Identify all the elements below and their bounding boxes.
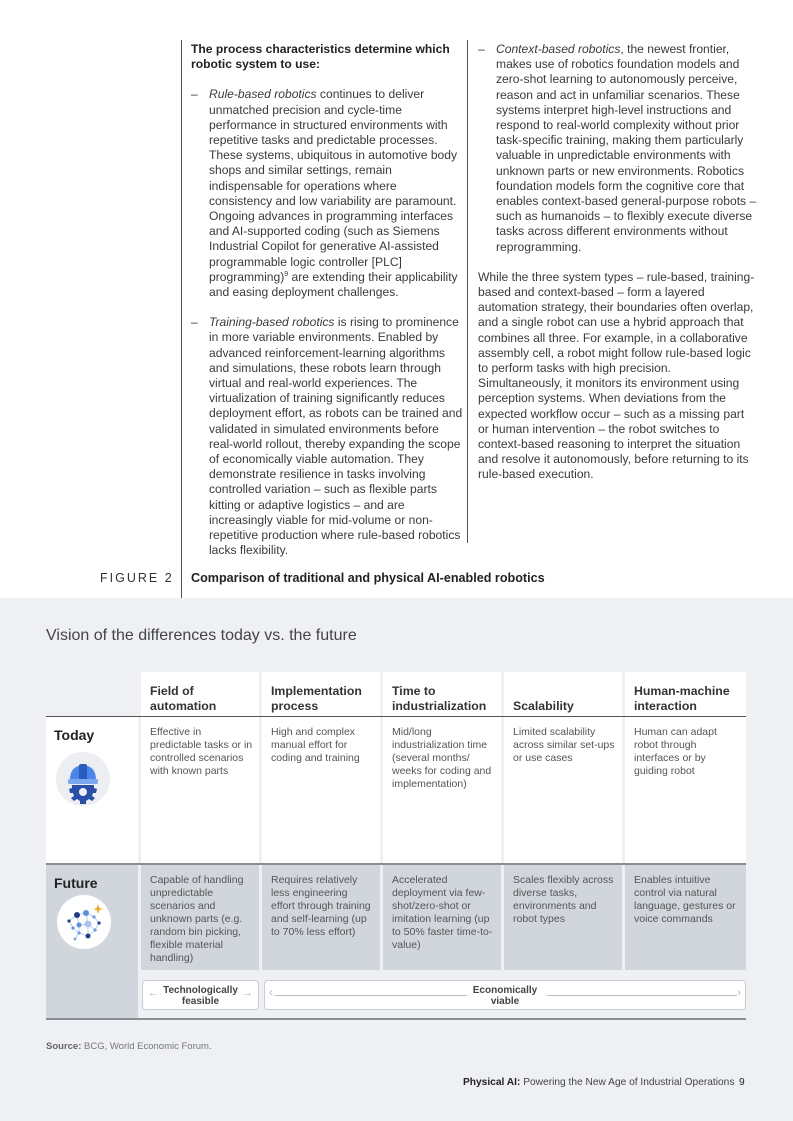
bullet-text: , the newest frontier, makes use of robotics foundation models and zero-shot learning to autonomously perceive, reason and act in unfamiliar scenarios. These systems interpret high-level instructions and respond to real-world complexity without prior task-specific training, making them particularly valuable in unpredictable environments with unknown parts or new environments. Robotics foundation models form the cognitive core that enables context-based general-purpose robots – such as humanoids – to flexibly execute diverse tasks across different environments without reprogramming. — [496, 42, 757, 254]
bullet-dash: – — [478, 42, 485, 56]
arrow-left-icon: ‹ — [269, 987, 273, 999]
column-header-human-machine-interaction: Human-machine interaction — [625, 672, 746, 716]
span-label-line1: Economically — [472, 985, 538, 996]
bullet-context-based — [478, 42, 758, 255]
cell-today-human-machine-interaction: Human can adapt robot through interfaces or by guiding robot — [625, 717, 746, 863]
bullet-dash: – — [191, 87, 198, 102]
bullet-dash: – — [191, 315, 198, 330]
right-column — [478, 42, 758, 483]
footer-title-bold: Physical AI: — [463, 1077, 521, 1088]
body-paragraph: While the three system types – rule-based, training-based and context-based – form a layered automation strategy, their boundaries often overlap, and a single robot can use a hybrid approach that combines all three. For example, in a collaborative assembly cell, a robot might follow rule-based logic to perform tasks with high precision. Simultaneously, it monitors its environment using perception systems. When deviations from the expected workflow occur – such as a missing part or human intervention – the robot switches to context-based reasoning to interpret the situation and resolve it autonomously, before returning to its rule-based execution. — [478, 269, 755, 482]
source-label: Source: — [46, 1041, 82, 1052]
figure-subtitle: Vision of the differences today vs. the future — [46, 627, 357, 644]
neural-network-brain-icon — [57, 895, 111, 949]
span-technologically-feasible — [142, 980, 259, 1010]
footer-title-rest: Powering the New Age of Industrial Operations — [520, 1077, 735, 1088]
row-label-today: Today — [54, 727, 95, 743]
column-header-scalability: Scalability — [504, 672, 622, 716]
span-economically-viable — [264, 980, 746, 1010]
span-label-line2: feasible — [181, 996, 220, 1007]
source-text: BCG, World Economic Forum. — [81, 1041, 212, 1052]
hard-hat-gear-icon — [56, 752, 110, 806]
cell-future-implementation-process: Requires relatively less engineering effort through training and self-learning (up to 70% less effort) — [262, 865, 380, 970]
cell-today-field-of-automation: Effective in predictable tasks or in controlled scenarios with known parts — [141, 717, 259, 863]
footnote-ref[interactable]: 9 — [284, 270, 289, 278]
page-number: 9 — [739, 1077, 745, 1088]
arrow-right-icon: › — [737, 987, 741, 999]
bullet-rule-based — [191, 87, 463, 300]
bullet-term: Rule-based robotics — [209, 87, 317, 102]
source-note — [46, 1041, 212, 1052]
cell-today-implementation-process: High and complex manual effort for coding and training — [262, 717, 380, 863]
bullet-text: is rising to prominence in more variable environments. Enabled by advanced reinforcement-learning algorithms and simulations, these robots learn through virtual and real-world experiences. The virtualization of training significantly reduces deployment effort, as robots can be trained and validated in simulated environments before real-world rollout, thereby expanding the scope of economically viable automation. They demonstrate resilience in tasks involving controlled variation – such as flexible parts kitting or adaptive logistics – and are increasingly viable for mid-volume or non-repetitive production where rule-based robotics lacks flexibility. — [209, 315, 463, 558]
span-label — [143, 985, 258, 1007]
arrow-left-icon: ← — [148, 987, 159, 999]
bullet-training-based — [191, 315, 463, 558]
figure-title: Comparison of traditional and physical AI-enabled robotics — [191, 571, 545, 585]
row-label-future: Future — [54, 875, 98, 891]
span-label-line1: Technologically — [163, 985, 238, 996]
bullet-text-after: are extending their applicability and easing deployment challenges. — [209, 269, 458, 300]
column-header-time-to-industrialization: Time to industrialization — [383, 672, 501, 716]
column-header-implementation-process: Implementation process — [262, 672, 380, 716]
cell-future-scalability: Scales flexibly across diverse tasks, environments and robot types — [504, 865, 622, 970]
page-footer — [463, 1077, 734, 1088]
lead-heading: The process characteristics determine which robotic system to use: — [191, 42, 450, 72]
cell-future-field-of-automation: Capable of handling unpredictable scenarios and unknown parts (e.g. random bin picking, flexible material handling) — [141, 865, 259, 970]
bullet-term: Context-based robotics — [496, 42, 621, 56]
column-rule — [467, 40, 468, 543]
column-rule — [181, 40, 182, 598]
bullet-term: Training-based robotics — [209, 315, 335, 330]
span-label-line2: viable — [490, 996, 520, 1007]
cell-future-time-to-industrialization: Accelerated deployment via few-shot/zero-shot or imitation learning (up to 50% faster time-to-value) — [383, 865, 501, 970]
figure-label: FIGURE 2 — [100, 571, 174, 585]
arrow-right-icon: → — [242, 987, 253, 999]
bullet-text: continues to deliver unmatched precision and cycle-time performance in structured environments with repetitive tasks and predictable processes. These systems, ubiquitous in automotive body shops and similar settings, remain indispensable for operations where consistency and low variability are paramount. Ongoing advances in programming interfaces and AI-supported coding (such as Siemens Industrial Copilot for generative AI-assisted programmable logic controller [PLC] programming) — [209, 87, 458, 284]
table-bottom-rule — [46, 1018, 746, 1020]
left-column — [191, 42, 463, 574]
cell-today-scalability: Limited scalability across similar set-ups or use cases — [504, 717, 622, 863]
column-header-field-of-automation: Field of automation — [141, 672, 259, 716]
cell-today-time-to-industrialization: Mid/long industrialization time (several months/ weeks for coding and implementation) — [383, 717, 501, 863]
span-label — [265, 985, 745, 1007]
cell-future-human-machine-interaction: Enables intuitive control via natural language, gestures or voice commands — [625, 865, 746, 970]
